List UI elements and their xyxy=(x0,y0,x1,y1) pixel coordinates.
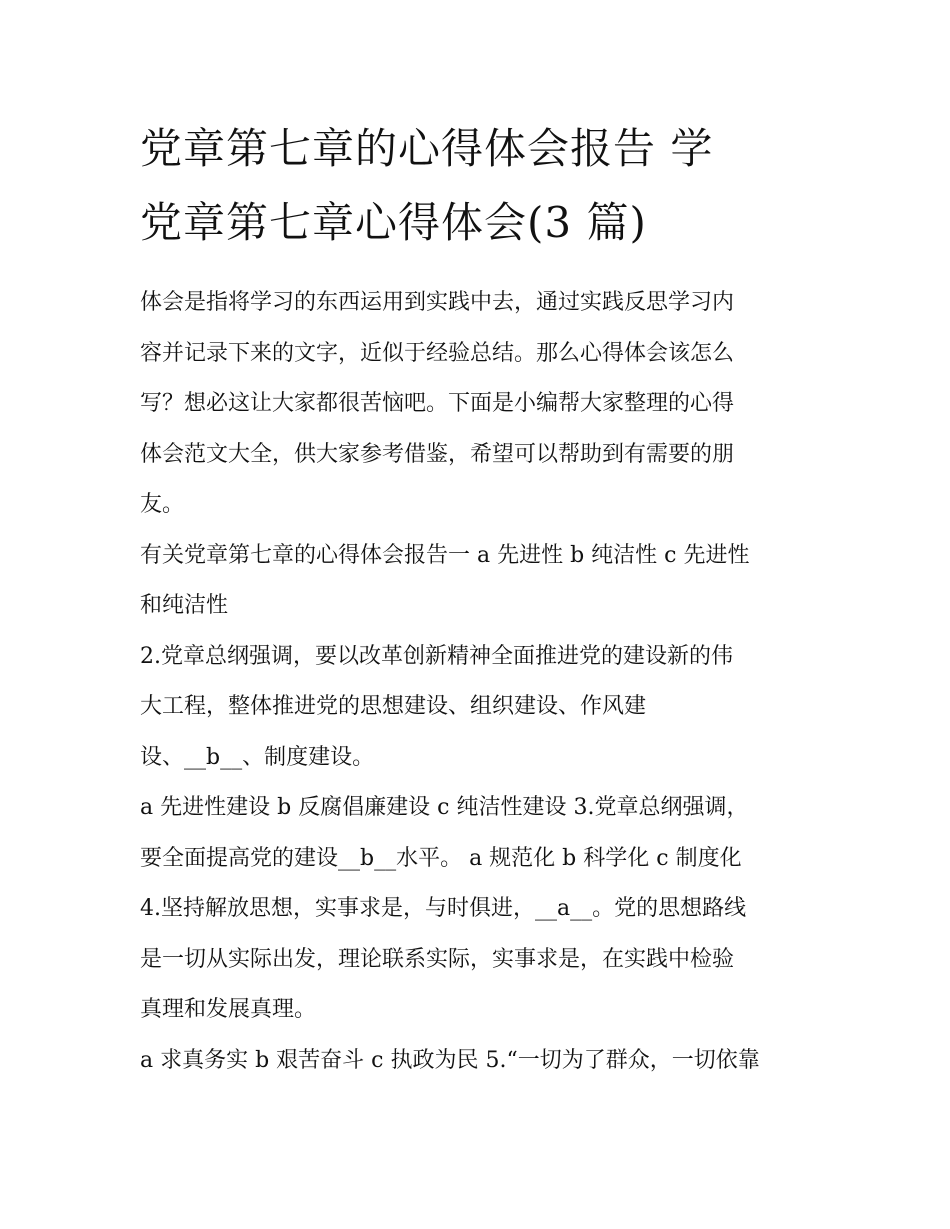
question-2-paragraph xyxy=(140,632,820,784)
text-line: 体会是指将学习的东西运用到实践中去，通过实践反思学习内 xyxy=(140,290,735,315)
text-line: 是一切从实际出发，理论联系实际，实事求是，在实践中检验 xyxy=(140,946,735,972)
text-line: 真理和发展真理。 xyxy=(140,997,317,1022)
question-5-paragraph xyxy=(140,1036,820,1087)
text-line: a 先进性建设 b 反腐倡廉建设 c 纯洁性建设 3.党章总纲强调， xyxy=(140,795,749,820)
text-line: a 求真务实 b 艰苦奋斗 c 执政为民 5.“一切为了群众，一切依靠 xyxy=(140,1047,760,1073)
text-line: 有关党章第七章的心得体会报告一 a 先进性 b 纯洁性 c 先进性 xyxy=(140,542,750,568)
text-line: 4.坚持解放思想，实事求是，与时俱进，__a__。党的思想路线 xyxy=(140,896,747,921)
question-4-paragraph xyxy=(140,884,820,1036)
question-3-paragraph xyxy=(140,783,820,884)
question-1-paragraph xyxy=(140,531,820,632)
text-line: 大工程，整体推进党的思想建设、组织建设、作风建 xyxy=(140,694,647,719)
text-line: 和纯洁性 xyxy=(140,593,229,618)
text-line: 设、__b__、制度建设。 xyxy=(140,744,375,770)
text-line: 容并记录下来的文字，近似于经验总结。那么心得体会该怎么 xyxy=(140,340,735,366)
text-line: 写？想必这让大家都很苦恼吧。下面是小编帮大家整理的心得 xyxy=(140,391,735,416)
text-line: 要全面提高党的建设__b__水平。 a 规范化 b 科学化 c 制度化 xyxy=(140,845,742,871)
title-line-1: 党章第七章的心得体会报告 学 xyxy=(140,124,714,173)
document-body xyxy=(140,278,820,1086)
text-line: 2.党章总纲强调，要以改革创新精神全面推进党的建设新的伟 xyxy=(140,643,733,669)
text-line: 友。 xyxy=(140,492,185,517)
document-title xyxy=(140,112,820,260)
title-line-2: 党章第七章心得体会(3 篇) xyxy=(140,198,647,247)
intro-paragraph xyxy=(140,278,820,531)
text-line: 体会范文大全，供大家参考借鉴，希望可以帮助到有需要的朋 xyxy=(140,441,735,467)
